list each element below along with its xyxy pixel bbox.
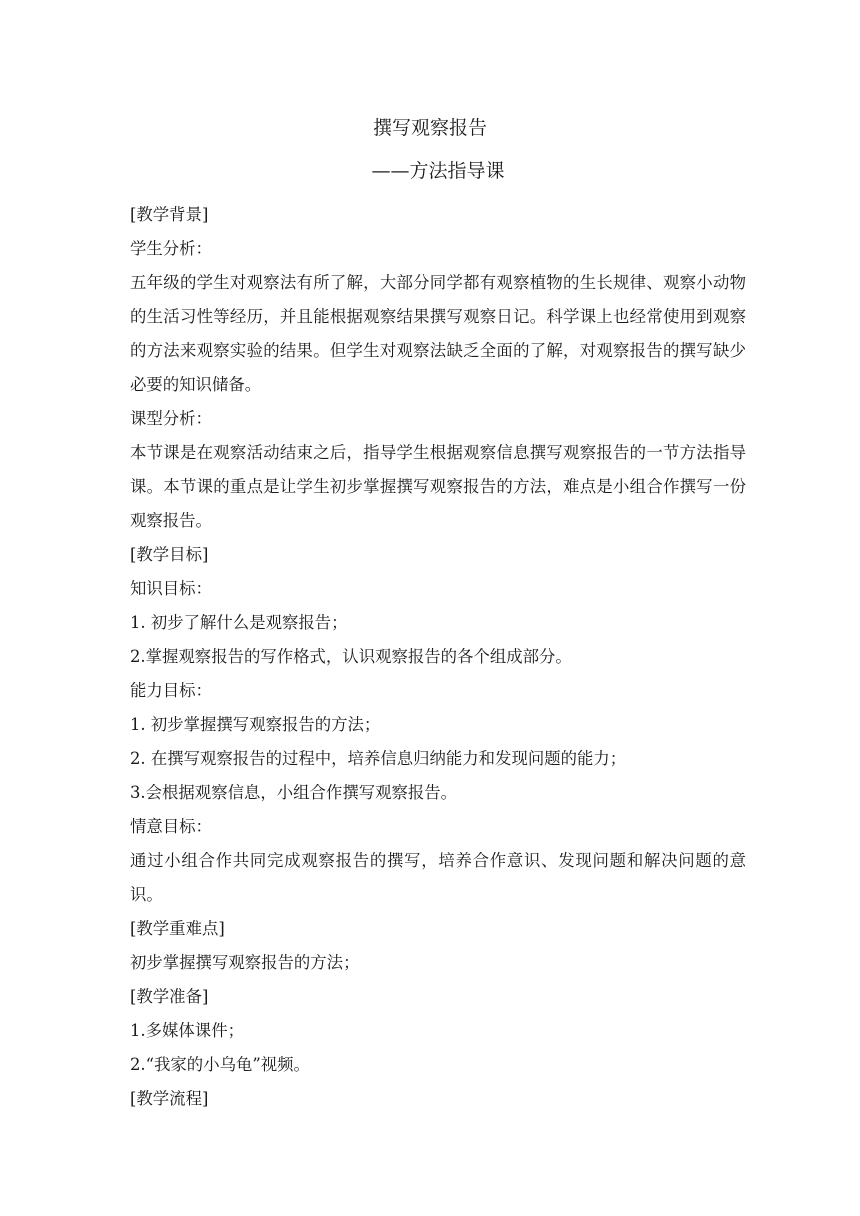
- section-heading-key-points: [教学重难点]: [130, 919, 225, 938]
- ability-goal-item: 3.会根据观察信息，小组合作撰写观察报告。: [130, 783, 458, 802]
- knowledge-goal-item: 1. 初步了解什么是观察报告；: [130, 613, 348, 632]
- student-analysis-paragraph: 五年级的学生对观察法有所了解，大部分同学都有观察植物的生长规律、观察小动物的生活习性等经历，并且能根据观察结果撰写观察日记。科学课上也经常使用到观察的方法来观察实验的结果。但学生对观察法缺乏全面的了解，对观察报告的撰写缺少必要的知识储备。: [130, 273, 746, 394]
- emotion-goals-paragraph: 通过小组合作共同完成观察报告的撰写，培养合作意识、发现问题和解决问题的意识。: [130, 851, 746, 904]
- student-analysis-label: 学生分析：: [130, 239, 212, 258]
- section-heading-preparation: [教学准备]: [130, 987, 209, 1006]
- ability-goal-item: 2. 在撰写观察报告的过程中，培养信息归纳能力和发现问题的能力；: [130, 749, 627, 768]
- key-points-text: 初步掌握撰写观察报告的方法；: [130, 953, 360, 972]
- lesson-type-label: 课型分析：: [130, 409, 212, 428]
- knowledge-goals-label: 知识目标：: [130, 579, 212, 598]
- section-heading-process: [教学流程]: [130, 1089, 209, 1108]
- ability-goals-label: 能力目标：: [130, 681, 212, 700]
- knowledge-goal-item: 2.掌握观察报告的写作格式，认识观察报告的各个组成部分。: [130, 647, 572, 666]
- lesson-type-paragraph: 本节课是在观察活动结束之后，指导学生根据观察信息撰写观察报告的一节方法指导课。本节课的重点是让学生初步掌握撰写观察报告的方法，难点是小组合作撰写一份观察报告。: [130, 443, 746, 530]
- ability-goal-item: 1. 初步掌握撰写观察报告的方法；: [130, 715, 381, 734]
- preparation-item: 2.“我家的小乌龟”视频。: [130, 1055, 310, 1074]
- section-heading-goals: [教学目标]: [130, 545, 209, 564]
- document-subtitle: ——方法指导课: [371, 160, 505, 182]
- emotion-goals-label: 情意目标：: [130, 817, 212, 836]
- preparation-item: 1.多媒体课件；: [130, 1021, 244, 1040]
- section-heading-background: [教学背景]: [130, 205, 209, 224]
- document-title: 撰写观察报告: [372, 117, 487, 139]
- document-body: [130, 198, 746, 1116]
